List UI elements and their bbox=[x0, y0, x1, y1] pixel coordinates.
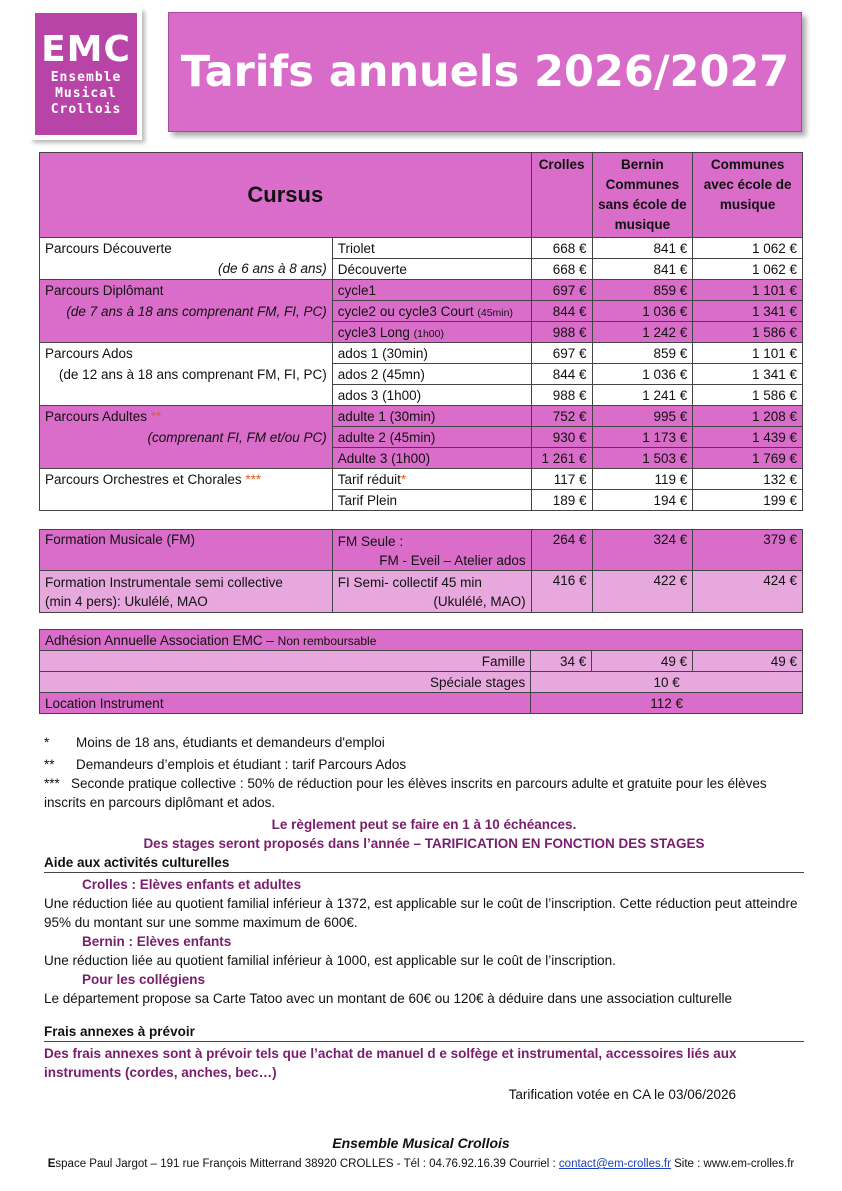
price-crolles: 752 € bbox=[531, 406, 592, 427]
emc-logo bbox=[30, 8, 142, 140]
price-communes: 1 341 € bbox=[693, 364, 803, 385]
note-2 bbox=[44, 755, 804, 774]
row-label bbox=[40, 490, 333, 511]
price-crolles: 189 € bbox=[531, 490, 592, 511]
table-row bbox=[40, 448, 803, 469]
footnote-mark: *** bbox=[245, 471, 262, 487]
logo-line-3: Crollois bbox=[50, 102, 122, 117]
price-communes: 1 101 € bbox=[693, 343, 803, 364]
price-communes: 132 € bbox=[693, 469, 803, 490]
price-bernin: 995 € bbox=[592, 406, 693, 427]
price-crolles: 697 € bbox=[531, 280, 592, 301]
table-row bbox=[40, 259, 803, 280]
email-link[interactable]: contact@em-crolles.fr bbox=[558, 1158, 671, 1170]
label-text: Parcours Adultes bbox=[45, 408, 148, 424]
address-text: space Paul Jargot – 191 rue François Mitterrand 38920 CROLLES - Tél : 04.76.92.16.39 Courriel : bbox=[55, 1158, 559, 1170]
price-communes: 1 341 € bbox=[693, 301, 803, 322]
crolles-title: Crolles : Elèves enfants et adultes bbox=[82, 877, 302, 892]
row-option bbox=[332, 469, 531, 490]
price-bernin: 1 036 € bbox=[592, 364, 693, 385]
row-label: (comprenant FI, FM et/ou PC) bbox=[40, 427, 333, 448]
logo-abbr: EMC bbox=[41, 29, 131, 70]
table-row bbox=[40, 672, 803, 693]
table-row bbox=[40, 364, 803, 385]
price-crolles: 117 € bbox=[531, 469, 592, 490]
table-row bbox=[40, 490, 803, 511]
price-crolles: 34 € bbox=[531, 651, 592, 672]
frais-text: Des frais annexes sont à prévoir tels que l’achat de manuel d e solfège et instrumental, accessoires liés aux instruments (cordes, anches, bec…) bbox=[44, 1046, 737, 1080]
tarifs-table bbox=[39, 152, 803, 511]
row-label: (de 7 ans à 18 ans comprenant FM, FI, PC) bbox=[40, 301, 333, 322]
logo-line-2: Musical bbox=[55, 86, 117, 101]
option-text: FM Seule : bbox=[337, 534, 404, 549]
bernin-text: Une réduction liée au quotient familial inférieur à 1000, est applicable sur le coût de l’inscription. bbox=[44, 953, 616, 968]
table-row bbox=[40, 530, 803, 571]
price-crolles: 988 € bbox=[531, 385, 592, 406]
note-text: Seconde pratique collective : 50% de réduction pour les élèves inscrits en parcours adulte et gratuite pour les élèves inscrits en parcours diplômant et ados. bbox=[44, 776, 767, 810]
label-detail: (min 4 pers): Ukulélé, MAO bbox=[45, 594, 208, 609]
price-bernin: 859 € bbox=[592, 280, 693, 301]
header-bernin: Bernin Communes sans école de musique bbox=[592, 153, 693, 238]
title-banner bbox=[168, 12, 802, 132]
row-label: Parcours Diplômant bbox=[40, 280, 333, 301]
row-label: (de 6 ans à 8 ans) bbox=[40, 259, 333, 280]
option-text: cycle2 ou cycle3 Court bbox=[337, 303, 474, 319]
footer-name: Ensemble Musical Crollois bbox=[332, 1135, 510, 1151]
crolles-text: Une réduction liée au quotient familial inférieur à 1372, est applicable sur le coût de l’inscription. Cette réduction peut atteindre 95% du montant sur une somme maximum de 600€. bbox=[44, 896, 798, 930]
option-text: FI Semi- collectif 45 min bbox=[337, 575, 482, 590]
header-crolles: Crolles bbox=[531, 153, 592, 238]
price-crolles: 844 € bbox=[531, 301, 592, 322]
row-label bbox=[40, 406, 333, 427]
note-3 bbox=[44, 774, 804, 812]
formation-option bbox=[332, 530, 531, 571]
price-crolles: 697 € bbox=[531, 343, 592, 364]
location-label: Location Instrument bbox=[40, 693, 531, 714]
row-option bbox=[332, 322, 531, 343]
price-communes: 1 769 € bbox=[693, 448, 803, 469]
price-bernin: 841 € bbox=[592, 238, 693, 259]
price-communes: 1 208 € bbox=[693, 406, 803, 427]
adhesion-title-text: Adhésion Annuelle Association EMC bbox=[45, 632, 263, 648]
vote-text: Tarification votée en CA le 03/06/2026 bbox=[508, 1087, 736, 1102]
row-option: Adulte 3 (1h00) bbox=[332, 448, 531, 469]
price-bernin: 1 241 € bbox=[592, 385, 693, 406]
table-row bbox=[40, 571, 803, 613]
address-initial: E bbox=[47, 1158, 56, 1170]
college-text: Le département propose sa Carte Tatoo avec un montant de 60€ ou 120€ à déduire dans une association culturelle bbox=[44, 991, 732, 1006]
row-option: ados 2 (45mn) bbox=[332, 364, 531, 385]
option-text: cycle3 Long bbox=[337, 324, 410, 340]
famille-label: Famille bbox=[40, 651, 531, 672]
price-bernin: 324 € bbox=[592, 530, 693, 571]
bernin-title: Bernin : Elèves enfants bbox=[82, 934, 232, 949]
price-bernin: 194 € bbox=[592, 490, 693, 511]
header-communes: Communes avec école de musique bbox=[693, 153, 803, 238]
table-row bbox=[40, 301, 803, 322]
row-label bbox=[40, 469, 333, 490]
adhesion-note: Non remboursable bbox=[277, 633, 377, 648]
price-communes: 199 € bbox=[693, 490, 803, 511]
table-row bbox=[40, 280, 803, 301]
price-bernin: 119 € bbox=[592, 469, 693, 490]
table-row bbox=[40, 427, 803, 448]
row-label bbox=[40, 322, 333, 343]
price-crolles: 416 € bbox=[531, 571, 592, 613]
adhesion-dash: – bbox=[262, 632, 278, 648]
notes-section bbox=[44, 733, 804, 1104]
row-option: ados 1 (30min) bbox=[332, 343, 531, 364]
row-option: ados 3 (1h00) bbox=[332, 385, 531, 406]
price-communes: 1 586 € bbox=[693, 385, 803, 406]
table-row bbox=[40, 469, 803, 490]
note-mark: * bbox=[44, 735, 50, 750]
location-price: 112 € bbox=[531, 693, 803, 714]
note-mark: ** bbox=[44, 757, 55, 772]
row-option: Triolet bbox=[332, 238, 531, 259]
table-row bbox=[40, 238, 803, 259]
label-text: Parcours Orchestres et Chorales bbox=[45, 471, 242, 487]
reglement-text: Le règlement peut se faire en 1 à 10 échéances. bbox=[271, 817, 577, 832]
option-duration: (45min) bbox=[477, 306, 513, 319]
price-communes: 49 € bbox=[693, 651, 803, 672]
price-bernin: 1 173 € bbox=[592, 427, 693, 448]
price-communes: 1 062 € bbox=[693, 238, 803, 259]
price-communes: 1 062 € bbox=[693, 259, 803, 280]
row-label bbox=[40, 385, 333, 406]
aide-title: Aide aux activités culturelles bbox=[44, 853, 804, 873]
note-mark: *** bbox=[44, 776, 60, 791]
row-label: (de 12 ans à 18 ans comprenant FM, FI, PC) bbox=[40, 364, 333, 385]
formation-table bbox=[39, 529, 803, 613]
price-bernin: 1 036 € bbox=[592, 301, 693, 322]
row-label bbox=[40, 448, 333, 469]
price-crolles: 668 € bbox=[531, 259, 592, 280]
price-crolles: 1 261 € bbox=[531, 448, 592, 469]
option-text: Tarif réduit bbox=[337, 471, 401, 487]
footnote-mark: ** bbox=[150, 408, 162, 424]
price-communes: 1 101 € bbox=[693, 280, 803, 301]
table-row bbox=[40, 651, 803, 672]
table-row bbox=[40, 343, 803, 364]
stages-text: Des stages seront proposés dans l’année – TARIFICATION EN FONCTION DES STAGES bbox=[143, 836, 705, 851]
table-row bbox=[40, 406, 803, 427]
row-option bbox=[332, 301, 531, 322]
adhesion-table bbox=[39, 629, 803, 714]
site-text: Site : www.em-crolles.fr bbox=[670, 1158, 795, 1170]
row-option: Tarif Plein bbox=[332, 490, 531, 511]
row-option: adulte 1 (30min) bbox=[332, 406, 531, 427]
college-title: Pour les collégiens bbox=[82, 972, 206, 987]
stages-price: 10 € bbox=[531, 672, 803, 693]
adhesion-title bbox=[40, 630, 803, 651]
option-duration: (1h00) bbox=[413, 327, 444, 340]
formation-label bbox=[40, 571, 333, 613]
price-communes: 1 439 € bbox=[693, 427, 803, 448]
price-crolles: 844 € bbox=[531, 364, 592, 385]
price-communes: 424 € bbox=[693, 571, 803, 613]
page-title: Tarifs annuels 2026/2027 bbox=[180, 47, 790, 97]
table-row bbox=[40, 630, 803, 651]
price-bernin: 49 € bbox=[592, 651, 693, 672]
note-1 bbox=[44, 733, 804, 752]
price-bernin: 841 € bbox=[592, 259, 693, 280]
table-header-row bbox=[40, 153, 803, 238]
price-communes: 1 586 € bbox=[693, 322, 803, 343]
stages-label: Spéciale stages bbox=[40, 672, 531, 693]
row-option: adulte 2 (45min) bbox=[332, 427, 531, 448]
price-bernin: 1 503 € bbox=[592, 448, 693, 469]
formation-label: Formation Musicale (FM) bbox=[40, 530, 333, 571]
logo-line-1: Ensemble bbox=[50, 70, 122, 85]
logo-badge bbox=[35, 13, 137, 135]
table-row bbox=[40, 322, 803, 343]
row-option: cycle1 bbox=[332, 280, 531, 301]
row-label: Parcours Découverte bbox=[40, 238, 333, 259]
price-bernin: 1 242 € bbox=[592, 322, 693, 343]
note-text: Moins de 18 ans, étudiants et demandeurs d'emploi bbox=[76, 735, 385, 750]
price-communes: 379 € bbox=[693, 530, 803, 571]
option-detail: FM - Eveil – Atelier ados bbox=[379, 553, 526, 568]
frais-title: Frais annexes à prévoir bbox=[44, 1022, 804, 1042]
note-text: Demandeurs d’emplois et étudiant : tarif Parcours Ados bbox=[76, 757, 407, 772]
price-bernin: 859 € bbox=[592, 343, 693, 364]
label-text: Formation Instrumentale semi collective bbox=[45, 575, 283, 590]
footnote-mark: * bbox=[400, 471, 407, 487]
option-detail: (Ukulélé, MAO) bbox=[433, 594, 526, 609]
row-label: Parcours Ados bbox=[40, 343, 333, 364]
price-crolles: 264 € bbox=[531, 530, 592, 571]
price-crolles: 668 € bbox=[531, 238, 592, 259]
table-row bbox=[40, 693, 803, 714]
price-crolles: 930 € bbox=[531, 427, 592, 448]
footer-address bbox=[0, 1158, 842, 1170]
table-row bbox=[40, 385, 803, 406]
row-option: Découverte bbox=[332, 259, 531, 280]
cursus-header: Cursus bbox=[40, 153, 532, 238]
price-bernin: 422 € bbox=[592, 571, 693, 613]
formation-option bbox=[332, 571, 531, 613]
price-crolles: 988 € bbox=[531, 322, 592, 343]
